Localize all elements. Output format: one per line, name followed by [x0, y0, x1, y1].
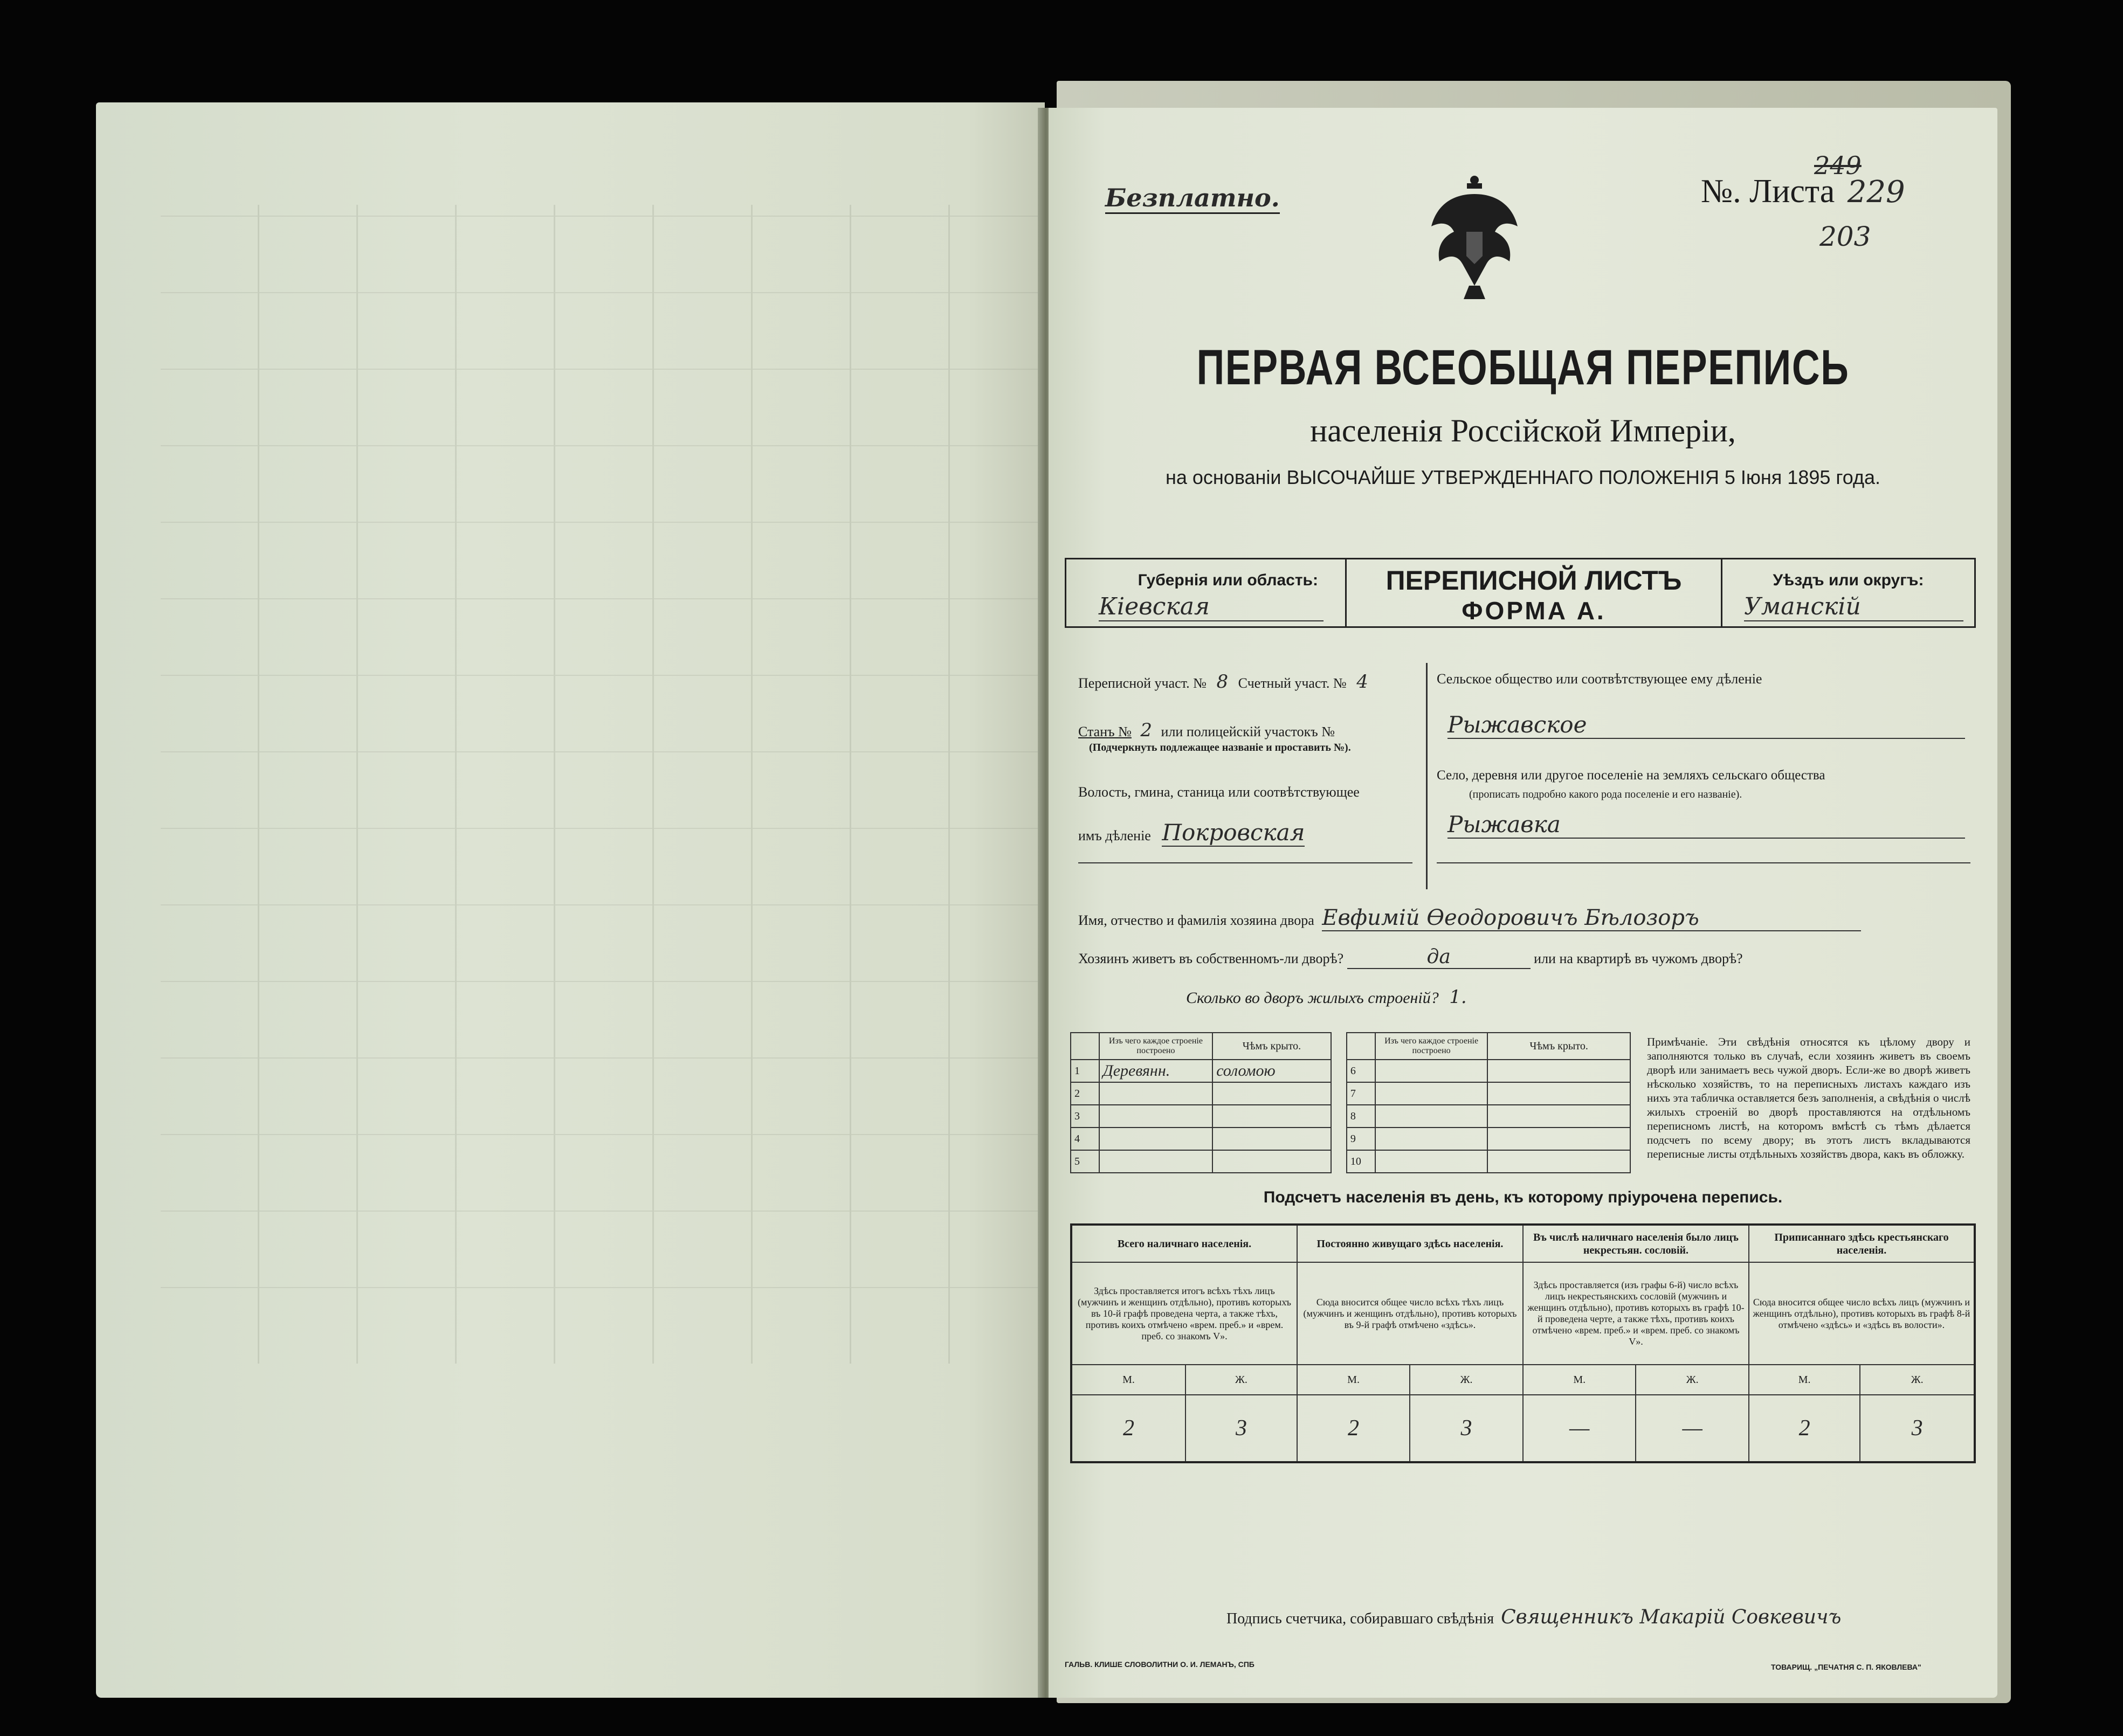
building-roof	[1212, 1105, 1331, 1128]
owner-lives-label: Хозяинъ живетъ въ собственномъ-ли дворѣ?	[1078, 951, 1344, 966]
count-col-4-female: 3	[1860, 1395, 1975, 1462]
male-header: М.	[1523, 1365, 1636, 1395]
row-number: 3	[1071, 1105, 1099, 1128]
owner-lives-value: да	[1347, 946, 1531, 969]
society-value: Рыжавское	[1448, 711, 1965, 739]
uezd-label: Уѣздъ или округъ:	[1773, 571, 1924, 589]
male-header: М.	[1071, 1365, 1185, 1395]
building-material: Деревянн.	[1099, 1060, 1213, 1082]
volost-line	[1078, 819, 1418, 846]
building-roof	[1212, 1082, 1331, 1105]
signature-line	[1226, 1606, 1981, 1628]
village-value: Рыжавка	[1448, 811, 1965, 839]
volost-label: Волость, гмина, станица или соотвѣтствующее	[1078, 784, 1360, 800]
row-number: 8	[1347, 1105, 1375, 1128]
sheet-number-value: 229	[1847, 175, 1905, 210]
signature-label: Подпись счетчика, собиравшаго свѣдѣнія	[1226, 1610, 1494, 1627]
count-col-4-desc: Сюда вносится общее число всѣхъ лицъ (мужчинъ и женщинъ отдѣльно), противъ которыхъ въ графѣ 8-й отмѣчено «здѣсь» и «здѣсь въ волости».	[1749, 1262, 1975, 1365]
village-note: (прописать подробно какого рода поселеніе и его названіе).	[1469, 789, 1742, 800]
col-roof-header-2: Чѣмъ крыто.	[1487, 1033, 1630, 1060]
owner-name-label: Имя, отчество и фамилія хозяина двора	[1078, 912, 1314, 928]
sheet-number-label: №. Листа	[1701, 173, 1835, 210]
col-material-header-2: Изъ чего каждое строеніе построено	[1375, 1033, 1487, 1060]
gubernia-label: Губернія или область:	[1138, 571, 1318, 589]
row-number: 5	[1071, 1150, 1099, 1173]
double-eagle-emblem	[1421, 172, 1528, 302]
table-row	[1071, 1128, 1630, 1150]
female-header: Ж.	[1410, 1365, 1523, 1395]
gubernia-box	[1065, 558, 1345, 628]
buildings-label: Сколько во дворъ жилыхъ строеній?	[1186, 989, 1439, 1007]
census-subtitle: населенія Россійской Имперіи,	[1310, 413, 1736, 448]
village-underline	[1437, 862, 1970, 863]
owner-lives-label-2: или на квартирѣ въ чужомъ дворѣ?	[1534, 951, 1743, 966]
volost-label-2: имъ дѣленіе	[1078, 828, 1151, 843]
male-header: М.	[1297, 1365, 1410, 1395]
count-area-value: 4	[1356, 671, 1368, 693]
building-roof	[1212, 1128, 1331, 1150]
count-col-2-male: 2	[1297, 1395, 1410, 1462]
female-header: Ж.	[1636, 1365, 1749, 1395]
left-page-blank	[96, 102, 1045, 1698]
building-material	[1099, 1150, 1213, 1173]
buildings-table	[1070, 1032, 1631, 1173]
owner-name-value: Евфимій Өеодоровичъ Бѣлозоръ	[1322, 905, 1861, 931]
uezd-value: Уманскій	[1744, 593, 1963, 621]
stan-label: Станъ №	[1078, 724, 1132, 739]
col-roof-header: Чѣмъ крыто.	[1212, 1033, 1331, 1060]
count-col-3-female: —	[1636, 1395, 1749, 1462]
count-col-3-header: Въ числѣ наличнаго населенія было лицъ некрестьян. сословій.	[1523, 1225, 1749, 1262]
sheet-number-crossed: 249	[1814, 151, 1862, 180]
building-material	[1099, 1082, 1213, 1105]
building-material	[1099, 1128, 1213, 1150]
table-row	[1071, 1105, 1630, 1128]
owner-name-line	[1078, 905, 1973, 931]
census-title: ПЕРВАЯ ВСЕОБЩАЯ ПЕРЕПИСЬ	[1196, 340, 1850, 395]
census-area-line	[1078, 671, 1402, 693]
uezd-box	[1722, 558, 1976, 628]
count-col-3-desc: Здѣсь проставляется (изъ графы 6-й) число всѣхъ лицъ некрестьянскихъ сословій (мужчинъ и женщинъ отдѣльно), противъ которыхъ въ графѣ 10-й проведена черте, а также тѣхъ, противъ коихъ отмѣчено «врем. преб.» и «врем. преб. со знакомъ V».	[1523, 1262, 1749, 1365]
fields-divider	[1426, 663, 1428, 889]
row-number: 9	[1347, 1128, 1375, 1150]
row-number: 6	[1347, 1060, 1375, 1082]
table-row	[1071, 1150, 1630, 1173]
count-col-4-male: 2	[1749, 1395, 1860, 1462]
bleed-through-grid	[161, 205, 1045, 1364]
buildings-value: 1.	[1449, 986, 1467, 1008]
census-form-page	[1049, 108, 1997, 1698]
count-col-3-male: —	[1523, 1395, 1636, 1462]
stan-line	[1078, 720, 1412, 741]
row-number: 1	[1071, 1060, 1099, 1082]
census-area-value: 8	[1216, 671, 1229, 693]
count-table	[1070, 1223, 1976, 1463]
volost-value: Покровская	[1162, 819, 1305, 846]
form-title-box	[1345, 558, 1722, 628]
gubernia-value: Кіевская	[1099, 593, 1324, 621]
buildings-line	[1186, 986, 1467, 1008]
count-col-2-desc: Сюда вносится общее число всѣхъ тѣхъ лицъ (мужчинъ и женщинъ отдѣльно), противъ которыхъ въ 9-й графѣ отмѣчено «здѣсь».	[1297, 1262, 1523, 1365]
count-col-1-desc: Здѣсь проставляется итогъ всѣхъ тѣхъ лицъ (мужчинъ и женщинъ отдѣльно), противъ которыхъ въ 10-й графѣ проведена черта, а также тѣхъ, противъ коихъ отмѣчено «врем. преб.» и «врем. преб. со знакомъ V».	[1071, 1262, 1297, 1365]
table-row	[1071, 1082, 1630, 1105]
count-area-label: Счетный участ. №	[1238, 675, 1347, 691]
row-number: 4	[1071, 1128, 1099, 1150]
volost-underline	[1078, 862, 1412, 863]
count-col-1-female: 3	[1185, 1395, 1297, 1462]
building-roof: соломою	[1212, 1060, 1331, 1082]
table-row	[1071, 1060, 1630, 1082]
count-col-2-female: 3	[1410, 1395, 1523, 1462]
col-material-header: Изъ чего каждое строеніе построено	[1099, 1033, 1213, 1060]
count-col-2-header: Постоянно живущаго здѣсь населенія.	[1297, 1225, 1523, 1262]
female-header: Ж.	[1860, 1365, 1975, 1395]
count-section-title: Подсчетъ населенія въ день, къ которому пріурочена перепись.	[1263, 1188, 1783, 1206]
police-label: или полицейскій участокъ №	[1161, 724, 1335, 739]
count-col-1-male: 2	[1071, 1395, 1185, 1462]
footer-printer-left: ГАЛЬВ. КЛИШЕ СЛОВОЛИТНИ О. И. ЛЕМАНЪ, СПБ	[1065, 1660, 1254, 1669]
footer-printer-right: ТОВАРИЩ. „ПЕЧАТНЯ С. П. ЯКОВЛЕВА"	[1771, 1663, 1921, 1671]
stan-value: 2	[1140, 720, 1153, 741]
sheet-number-archive: 203	[1819, 221, 1871, 252]
police-note: (Подчеркнуть подлежащее названіе и проставить №).	[1089, 742, 1351, 753]
male-header: М.	[1749, 1365, 1860, 1395]
count-col-4-header: Приписаннаго здѣсь крестьянскаго населенія.	[1749, 1225, 1975, 1262]
buildings-note: Примѣчаніе. Эти свѣдѣнія относятся къ цѣлому двору и заполняются только въ случаѣ, если хозяинъ живетъ въ своемъ дворѣ или занимаетъ весь чужой дворъ. Если-же во дворѣ живетъ нѣсколько хозяйствъ, то на переписныхъ листахъ каждаго изъ нихъ эта табличка оставляется безъ заполненія, а свѣдѣнія о числѣ жилыхъ строеній во дворѣ проставляются на отдѣльномъ переписномъ листѣ, на которомъ вмѣстѣ съ тѣмъ дѣлается подсчетъ по всему двору; въ этотъ листъ вкладываются переписные листы отдѣльныхъ хозяйствъ двора, какъ въ обложку.	[1647, 1035, 1970, 1160]
female-header: Ж.	[1185, 1365, 1297, 1395]
village-label: Село, деревня или другое поселеніе на земляхъ сельскаго общества	[1437, 768, 1825, 783]
count-col-1-header: Всего наличнаго населенія.	[1071, 1225, 1297, 1262]
census-basis: на основаніи ВЫСОЧАЙШЕ УТВЕРЖДЕННАГО ПОЛОЖЕНІЯ 5 Іюня 1895 года.	[1165, 466, 1880, 488]
signature-value: Священникъ Макарій Совкевичъ	[1501, 1606, 1842, 1628]
row-number: 2	[1071, 1082, 1099, 1105]
form-title: ПЕРЕПИСНОЙ ЛИСТЪ	[1386, 565, 1682, 596]
society-label: Сельское общество или соотвѣтствующее ему дѣленіе	[1437, 671, 1762, 687]
form-subtitle: ФОРМА А.	[1462, 597, 1606, 625]
owner-lives-line	[1078, 946, 1973, 969]
free-label: Безплатно.	[1105, 183, 1280, 214]
building-roof	[1212, 1150, 1331, 1173]
row-number: 10	[1347, 1150, 1375, 1173]
census-area-label: Переписной участ. №	[1078, 675, 1207, 691]
row-number: 7	[1347, 1082, 1375, 1105]
building-material	[1099, 1105, 1213, 1128]
